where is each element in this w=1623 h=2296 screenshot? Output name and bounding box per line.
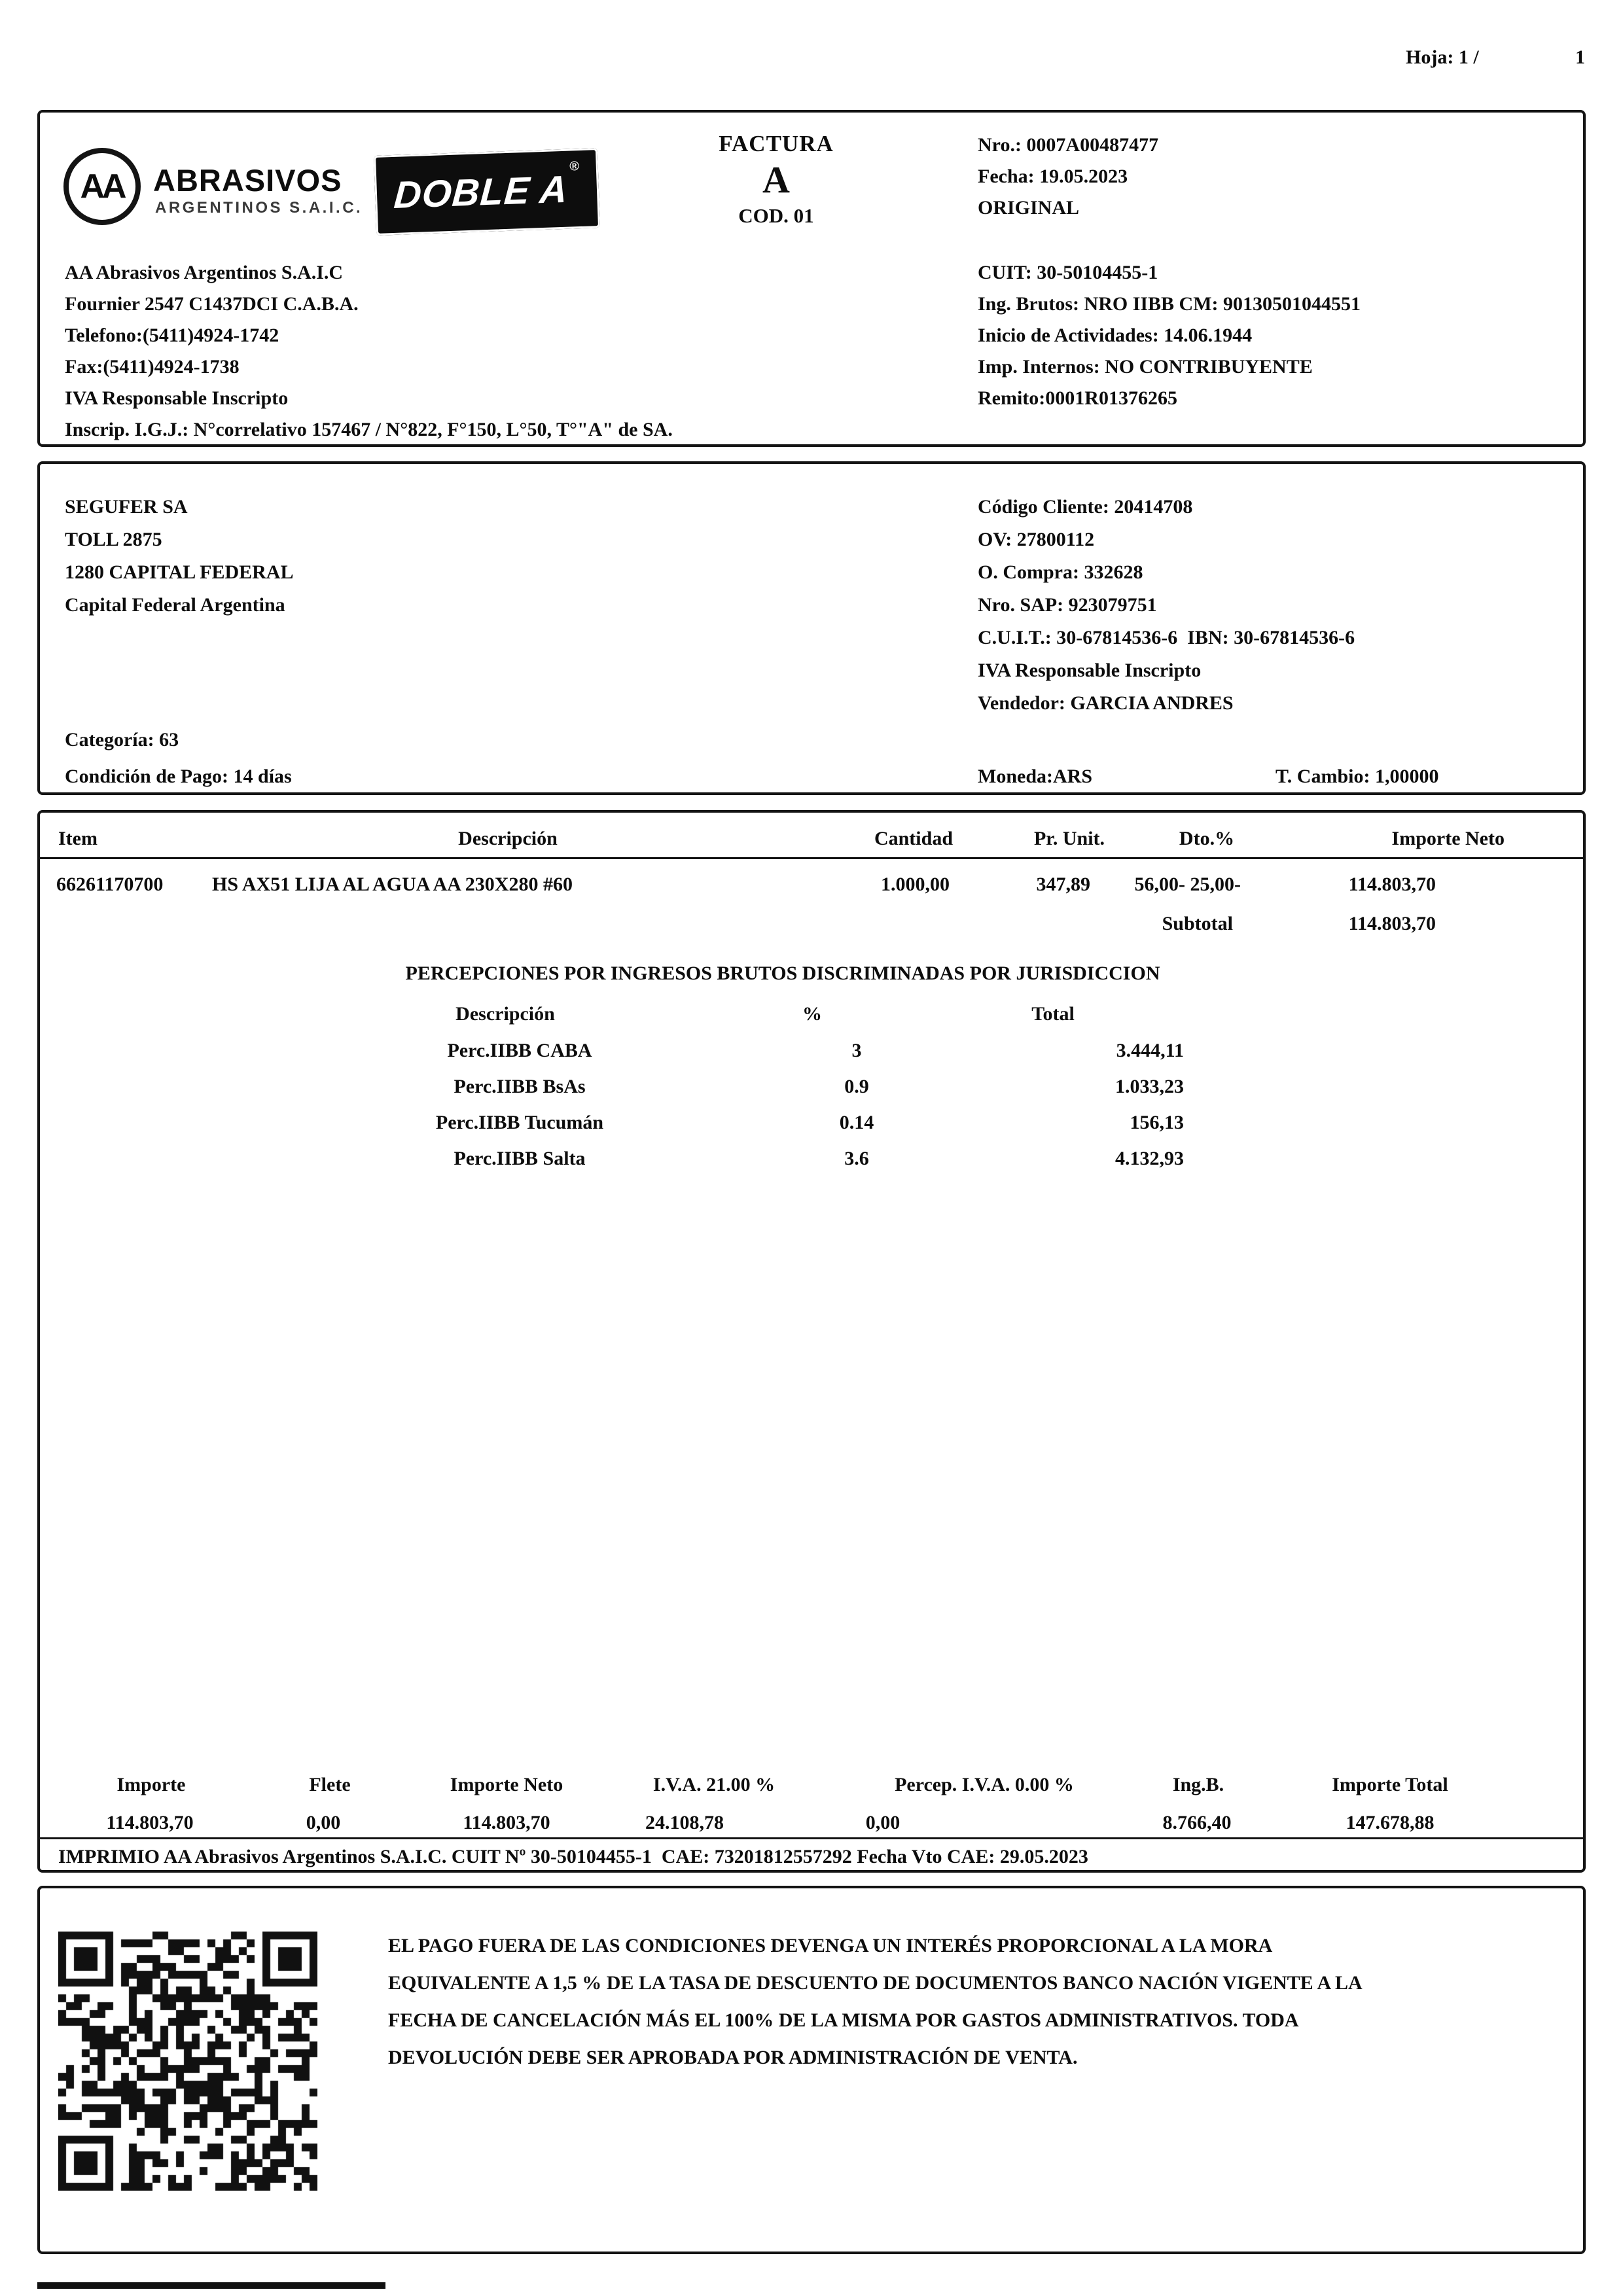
- item-discount: 56,00- 25,00-: [1134, 874, 1241, 895]
- customer-region: Capital Federal Argentina: [65, 594, 285, 616]
- company-igj: Inscrip. I.G.J.: N°correlativo 157467 / N°822, F°150, L°50, T°"A" de SA.: [65, 419, 673, 440]
- total-value-flete: 0,00: [306, 1812, 341, 1833]
- total-label-importe: Importe: [116, 1774, 186, 1795]
- total-label-flete: Flete: [309, 1774, 351, 1795]
- item-description: HS AX51 LIJA AL AGUA AA 230X280 #60: [212, 874, 573, 895]
- items-box: [37, 810, 1586, 1873]
- col-header-discount: Dto.%: [1179, 828, 1235, 849]
- perception-name: Perc.IIBB Tucumán: [435, 1112, 604, 1133]
- perception-total: 4.132,93: [1115, 1148, 1184, 1169]
- item-unit-price: 347,89: [1036, 874, 1090, 895]
- company-iibb: Ing. Brutos: NRO IIBB CM: 90130501044551: [978, 293, 1361, 315]
- brand-subtitle: ARGENTINOS S.A.I.C.: [155, 199, 363, 217]
- registered-mark-icon: ®: [569, 159, 580, 174]
- company-activity-start: Inicio de Actividades: 14.06.1944: [978, 325, 1253, 346]
- header-divider: [40, 857, 1583, 859]
- company-iva-status: IVA Responsable Inscripto: [65, 387, 289, 409]
- perception-name: Perc.IIBB CABA: [447, 1040, 592, 1061]
- page-number-label: Hoja: 1 /: [1406, 46, 1479, 68]
- invoice-code: COD. 01: [738, 204, 814, 227]
- qr-code-canvas: [58, 1932, 317, 2191]
- perception-pct: 0.14: [839, 1112, 874, 1133]
- total-label-importe-total: Importe Total: [1332, 1774, 1448, 1795]
- perception-pct: 3.6: [844, 1148, 869, 1169]
- header-box: [37, 110, 1586, 447]
- perception-pct: 0.9: [844, 1076, 869, 1097]
- perceptions-title: PERCEPCIONES POR INGRESOS BRUTOS DISCRIMINADAS POR JURISDICCION: [405, 963, 1160, 984]
- company-internal-tax: Imp. Internos: NO CONTRIBUYENTE: [978, 356, 1313, 378]
- legal-text-line: DEVOLUCIÓN DEBE SER APROBADA POR ADMINISTRACIÓN DE VENTA.: [388, 2047, 1078, 2068]
- customer-city: 1280 CAPITAL FEDERAL: [65, 561, 294, 583]
- company-phone: Telefono:(5411)4924-1742: [65, 325, 279, 346]
- total-label-importe-neto: Importe Neto: [450, 1774, 563, 1795]
- perception-header-description: Descripción: [455, 1003, 555, 1025]
- subtotal-value: 114.803,70: [1348, 913, 1436, 934]
- customer-box: [37, 461, 1586, 795]
- aa-logo-initials: AA: [80, 168, 124, 205]
- doble-a-logo: [374, 148, 600, 236]
- total-label-iva: I.V.A. 21.00 %: [652, 1774, 776, 1795]
- sales-order: OV: 27800112: [978, 529, 1095, 550]
- legal-text-line: EL PAGO FUERA DE LAS CONDICIONES DEVENGA UN INTERÉS PROPORCIONAL A LA MORA: [388, 1935, 1273, 1956]
- currency: Moneda:ARS: [978, 766, 1093, 787]
- total-value-percep-iva: 0,00: [865, 1812, 901, 1833]
- col-header-unit-price: Pr. Unit.: [1033, 828, 1105, 849]
- footer-box: [37, 1886, 1586, 2254]
- company-name: AA Abrasivos Argentinos S.A.I.C: [65, 262, 344, 283]
- perception-name: Perc.IIBB BsAs: [454, 1076, 586, 1097]
- total-value-iva: 24.108,78: [645, 1812, 724, 1833]
- company-address: Fournier 2547 C1437DCI C.A.B.A.: [65, 293, 359, 315]
- col-header-net-amount: Importe Neto: [1391, 828, 1505, 849]
- item-net-amount: 114.803,70: [1348, 874, 1436, 895]
- customer-street: TOLL 2875: [65, 529, 162, 550]
- company-fax: Fax:(5411)4924-1738: [65, 356, 240, 378]
- page-bottom-mark: [37, 2282, 385, 2289]
- col-header-description: Descripción: [458, 828, 558, 849]
- invoice-number: Nro.: 0007A00487477: [978, 134, 1159, 156]
- salesperson: Vendedor: GARCIA ANDRES: [978, 692, 1234, 714]
- customer-iva-status: IVA Responsable Inscripto: [978, 660, 1202, 681]
- sap-number: Nro. SAP: 923079751: [978, 594, 1157, 616]
- imprimio-line: IMPRIMIO AA Abrasivos Argentinos S.A.I.C. CUIT Nº 30-50104455-1 CAE: 73201812557292 Fecha Vto CAE: 29.05.2023: [58, 1846, 1088, 1867]
- aa-logo-icon: [63, 148, 141, 225]
- company-cuit: CUIT: 30-50104455-1: [978, 262, 1158, 283]
- invoice-letter: A: [762, 158, 790, 201]
- exchange-rate: T. Cambio: 1,00000: [1275, 766, 1439, 787]
- legal-text-line: FECHA DE CANCELACIÓN MÁS EL 100% DE LA MISMA POR GASTOS ADMINISTRATIVOS. TODA: [388, 2009, 1299, 2031]
- total-value-ingb: 8.766,40: [1162, 1812, 1232, 1833]
- total-value-importe-total: 147.678,88: [1346, 1812, 1435, 1833]
- total-label-percep-iva: Percep. I.V.A. 0.00 %: [895, 1774, 1074, 1795]
- totals-divider: [40, 1837, 1583, 1839]
- item-code: 66261170700: [56, 874, 164, 895]
- perception-header-pct: %: [802, 1003, 822, 1025]
- doble-a-logo-text: DOBLE A: [392, 168, 569, 217]
- subtotal-label: Subtotal: [1162, 913, 1233, 934]
- item-quantity: 1.000,00: [881, 874, 950, 895]
- perception-total: 3.444,11: [1116, 1040, 1184, 1061]
- legal-text-line: EQUIVALENTE A 1,5 % DE LA TASA DE DESCUENTO DE DOCUMENTOS BANCO NACIÓN VIGENTE A LA: [388, 1972, 1363, 1994]
- total-label-ingb: Ing.B.: [1172, 1774, 1224, 1795]
- perception-pct: 3: [851, 1040, 862, 1061]
- perception-total: 156,13: [1130, 1112, 1184, 1133]
- brand-name: ABRASIVOS: [153, 163, 342, 198]
- total-value-importe-neto: 114.803,70: [463, 1812, 550, 1833]
- document-type-block: [668, 131, 884, 228]
- customer-category: Categoría: 63: [65, 729, 179, 751]
- purchase-order: O. Compra: 332628: [978, 561, 1143, 583]
- document-type: FACTURA: [719, 131, 834, 156]
- total-value-importe: 114.803,70: [106, 1812, 194, 1833]
- payment-terms: Condición de Pago: 14 días: [65, 766, 292, 787]
- customer-cuit: C.U.I.T.: 30-67814536-6 IBN: 30-67814536-6: [978, 627, 1355, 648]
- page-number-value: 1: [1575, 46, 1585, 68]
- remito-number: Remito:0001R01376265: [978, 387, 1177, 409]
- invoice-copy-type: ORIGINAL: [978, 197, 1080, 219]
- perception-name: Perc.IIBB Salta: [454, 1148, 586, 1169]
- perception-total: 1.033,23: [1115, 1076, 1184, 1097]
- perception-header-total: Total: [1031, 1003, 1075, 1025]
- qr-code: [58, 1932, 317, 2191]
- customer-name: SEGUFER SA: [65, 496, 188, 518]
- col-header-quantity: Cantidad: [874, 828, 953, 849]
- customer-code: Código Cliente: 20414708: [978, 496, 1193, 518]
- col-header-item: Item: [58, 828, 98, 849]
- invoice-date: Fecha: 19.05.2023: [978, 166, 1128, 187]
